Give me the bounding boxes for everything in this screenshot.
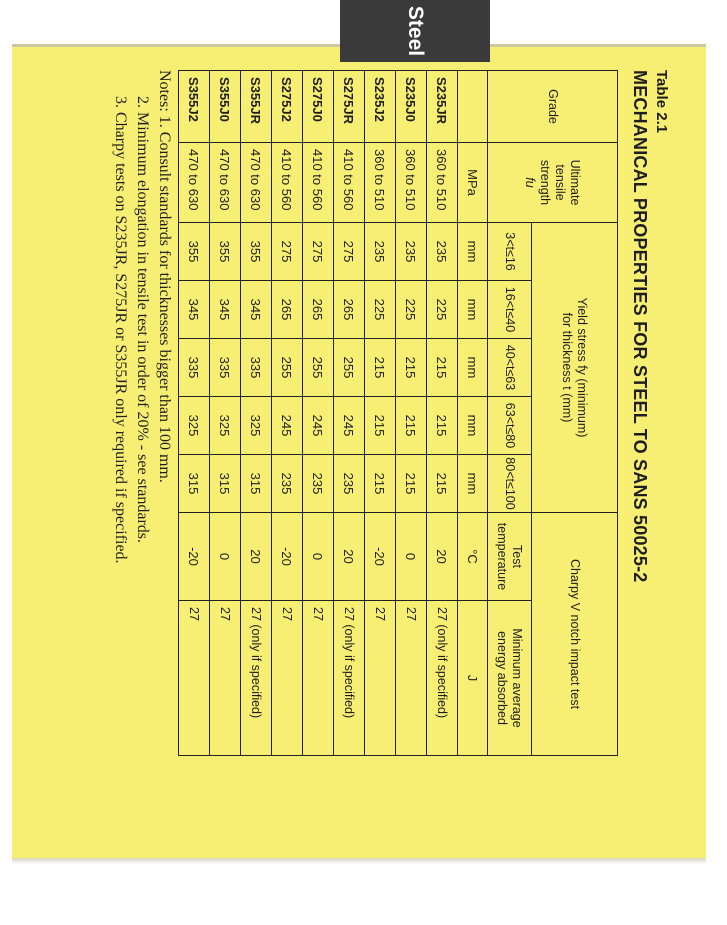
grade-cell: S275J2 xyxy=(272,71,303,143)
yield-cell-4: 245 xyxy=(272,397,303,455)
yield-cell-1: 275 xyxy=(303,223,334,281)
grade-cell: S235J2 xyxy=(365,71,396,143)
yield-cell-3: 255 xyxy=(334,339,365,397)
yield-cell-5: 235 xyxy=(334,455,365,513)
yield-cell-1: 235 xyxy=(365,223,396,281)
table-row xyxy=(179,71,210,756)
yield-cell-4: 325 xyxy=(241,397,272,455)
yield-cell-4: 245 xyxy=(303,397,334,455)
yield-cell-5: 215 xyxy=(427,455,458,513)
ultimate-cell: 470 to 630 xyxy=(241,143,272,223)
yield-cell-4: 325 xyxy=(179,397,210,455)
energy-cell: 27 xyxy=(179,601,210,756)
yield-cell-2: 265 xyxy=(334,281,365,339)
yield-cell-5: 315 xyxy=(210,455,241,513)
yield-group-line1: Yield stress fy (minimum) xyxy=(575,297,590,438)
thickness-header-3: 40<t≤63 xyxy=(488,339,532,397)
ultimate-header-line2: tensile xyxy=(553,164,568,201)
table-title: MECHANICAL PROPERTIES FOR STEEL TO SANS 50025-2 xyxy=(630,70,650,583)
yield-cell-2: 345 xyxy=(210,281,241,339)
energy-cell: 27 (only if specified) xyxy=(427,601,458,756)
yield-cell-4: 215 xyxy=(396,397,427,455)
temperature-cell: -20 xyxy=(179,513,210,601)
yield-cell-5: 315 xyxy=(179,455,210,513)
table-body xyxy=(179,71,458,756)
yield-cell-3: 335 xyxy=(210,339,241,397)
ultimate-header-line1: Ultimate xyxy=(568,159,583,206)
yield-cell-2: 225 xyxy=(427,281,458,339)
table-row xyxy=(396,71,427,756)
yield-unit-4: mm xyxy=(458,397,488,455)
temperature-cell: -20 xyxy=(365,513,396,601)
yield-cell-2: 225 xyxy=(396,281,427,339)
test-temperature-header xyxy=(488,513,532,601)
page-shadow xyxy=(12,858,706,864)
properties-table-wrapper xyxy=(178,70,618,755)
note-2: 2. Minimum elongation in tensile test in order of 20% - see standards. xyxy=(134,96,151,544)
yield-cell-3: 215 xyxy=(427,339,458,397)
yield-cell-5: 215 xyxy=(365,455,396,513)
units-row xyxy=(458,71,488,756)
thickness-header-4: 63<t≤80 xyxy=(488,397,532,455)
energy-cell: 27 (only if specified) xyxy=(334,601,365,756)
table-label: Table 2.1 xyxy=(653,70,670,134)
table-row xyxy=(210,71,241,756)
charpy-group-header xyxy=(532,513,618,756)
grade-cell: S355J2 xyxy=(179,71,210,143)
grade-cell: S275JR xyxy=(334,71,365,143)
energy-header xyxy=(488,601,532,756)
yield-cell-5: 235 xyxy=(272,455,303,513)
yield-cell-3: 335 xyxy=(179,339,210,397)
grade-cell: S275J0 xyxy=(303,71,334,143)
yield-unit-2: mm xyxy=(458,281,488,339)
grade-cell: S235JR xyxy=(427,71,458,143)
charpy-group-label: Charpy V notch impact test xyxy=(568,558,582,710)
test-temp-line2: temperature xyxy=(495,522,510,591)
table-row xyxy=(272,71,303,756)
temperature-cell: 20 xyxy=(427,513,458,601)
grade-cell: S355J0 xyxy=(210,71,241,143)
yield-cell-3: 215 xyxy=(365,339,396,397)
ultimate-header-symbol: fu xyxy=(523,177,538,188)
table-row xyxy=(241,71,272,756)
rotated-page-content xyxy=(12,0,672,800)
temperature-cell: 0 xyxy=(396,513,427,601)
ultimate-cell: 410 to 560 xyxy=(303,143,334,223)
notes xyxy=(109,70,175,790)
temperature-cell: 20 xyxy=(241,513,272,601)
yield-cell-2: 345 xyxy=(241,281,272,339)
temperature-unit: °C xyxy=(458,513,488,601)
grade-header xyxy=(488,71,618,143)
temperature-cell: 0 xyxy=(303,513,334,601)
energy-unit: J xyxy=(458,601,488,756)
table-row xyxy=(303,71,334,756)
yield-cell-5: 315 xyxy=(241,455,272,513)
yield-cell-3: 335 xyxy=(241,339,272,397)
grade-header-label: Grade xyxy=(546,89,560,124)
thickness-header-1: 3<t≤16 xyxy=(488,223,532,281)
grade-unit-cell xyxy=(458,71,488,143)
ultimate-cell: 360 to 510 xyxy=(427,143,458,223)
ultimate-unit: MPa xyxy=(458,143,488,223)
yield-cell-1: 235 xyxy=(396,223,427,281)
energy-cell: 27 xyxy=(365,601,396,756)
table-row xyxy=(365,71,396,756)
test-temp-line1: Test xyxy=(510,545,525,568)
temperature-cell: 20 xyxy=(334,513,365,601)
ultimate-cell: 470 to 630 xyxy=(179,143,210,223)
yield-cell-4: 245 xyxy=(334,397,365,455)
header-row-1 xyxy=(532,71,618,756)
ultimate-cell: 410 to 560 xyxy=(272,143,303,223)
yield-cell-5: 235 xyxy=(303,455,334,513)
temperature-cell: -20 xyxy=(272,513,303,601)
note-3: 3. Charpy tests on S235JR, S275JR or S355JR only required if specified. xyxy=(112,96,129,564)
yield-unit-5: mm xyxy=(458,455,488,513)
yield-cell-4: 215 xyxy=(365,397,396,455)
yield-cell-1: 355 xyxy=(241,223,272,281)
yield-cell-3: 255 xyxy=(303,339,334,397)
yield-cell-2: 265 xyxy=(272,281,303,339)
ultimate-header xyxy=(488,143,618,223)
ultimate-cell: 410 to 560 xyxy=(334,143,365,223)
yield-cell-4: 325 xyxy=(210,397,241,455)
grade-cell: S235J0 xyxy=(396,71,427,143)
yield-cell-1: 275 xyxy=(272,223,303,281)
energy-cell: 27 xyxy=(303,601,334,756)
yield-cell-1: 275 xyxy=(334,223,365,281)
table-row xyxy=(427,71,458,756)
yield-unit-3: mm xyxy=(458,339,488,397)
energy-header-line1: Minimum average xyxy=(510,628,525,728)
temperature-cell: 0 xyxy=(210,513,241,601)
ultimate-cell: 360 to 510 xyxy=(365,143,396,223)
yield-cell-2: 225 xyxy=(365,281,396,339)
table-row xyxy=(334,71,365,756)
energy-cell: 27 xyxy=(396,601,427,756)
yield-group-line2: for thickness t (mm) xyxy=(560,312,575,423)
yield-cell-1: 355 xyxy=(179,223,210,281)
energy-cell: 27 xyxy=(210,601,241,756)
yield-unit-1: mm xyxy=(458,223,488,281)
ultimate-cell: 470 to 630 xyxy=(210,143,241,223)
thickness-header-2: 16<t≤40 xyxy=(488,281,532,339)
energy-header-line2: energy absorbed xyxy=(495,631,510,725)
yield-cell-5: 215 xyxy=(396,455,427,513)
section-tab xyxy=(340,0,490,62)
energy-cell: 27 xyxy=(272,601,303,756)
yield-cell-2: 345 xyxy=(179,281,210,339)
ultimate-cell: 360 to 510 xyxy=(396,143,427,223)
section-tab-label: Steel xyxy=(404,5,427,57)
grade-cell: S355JR xyxy=(241,71,272,143)
ultimate-header-line3: strength xyxy=(538,159,553,206)
yield-cell-2: 265 xyxy=(303,281,334,339)
note-1: Notes: 1. Consult standards for thicknesses bigger than 100 mm. xyxy=(156,70,173,483)
yield-cell-4: 215 xyxy=(427,397,458,455)
energy-cell: 27 (only if specified) xyxy=(241,601,272,756)
yield-cell-1: 355 xyxy=(210,223,241,281)
thickness-header-5: 80<t≤100 xyxy=(488,455,532,513)
properties-table xyxy=(178,70,618,756)
yield-cell-3: 255 xyxy=(272,339,303,397)
yield-cell-3: 215 xyxy=(396,339,427,397)
yield-cell-1: 235 xyxy=(427,223,458,281)
yield-group-header xyxy=(532,223,618,513)
